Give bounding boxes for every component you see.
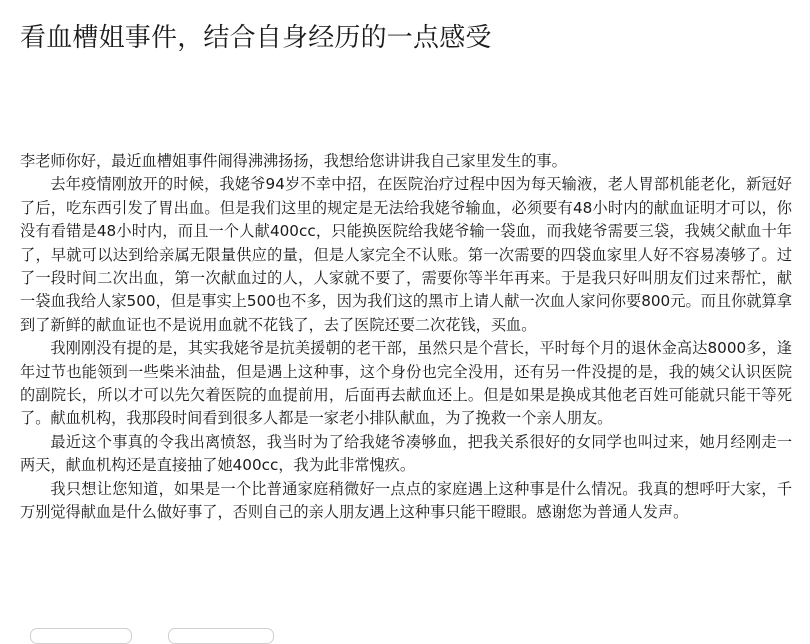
article-paragraph: 我刚刚没有提的是，其实我姥爷是抗美援朝的老干部，虽然只是个营长，平时每个月的退休金高达8000多，逢年过节也能领到一些柴米油盐，但是遇上这种事，这个身份也完全没用，还有另一件没提的是，我的姨父认识医院的副院长，所以才可以先欠着医院的血提前用，后面再去献血还上。但是如果是换成其他老百姓可能就只能干等死了。献血机构，我那段时间看到很多人都是一家老小排队献血，为了挽救一个亲人朋友。 xyxy=(20,339,792,428)
article-paragraph: 李老师你好，最近血槽姐事件闹得沸沸扬扬，我想给您讲讲我自己家里发生的事。 xyxy=(20,152,567,170)
action-button-partial[interactable] xyxy=(168,628,274,644)
article-paragraph: 去年疫情刚放开的时候，我姥爷94岁不幸中招，在医院治疗过程中因为每天输液，老人胃部机能老化，新冠好了后，吃东西引发了胃出血。但是我们这里的规定是无法给我姥爷输血，必须要有48小时内的献血证明才可以，你没有看错是48小时内，而且一个人献400cc，只能换医院给我姥爷输一袋血，而我姥爷需要三袋，我姨父献血十年了，早就可以达到给亲属无限量供应的量，但是人家完全不认账。第一次需要的四袋血家里人好不容易凑够了。过了一段时间二次出血，第一次献血过的人，人家就不要了，需要你等半年再来。于是我只好叫朋友们过来帮忙，献一袋血我给人家500，但是事实上500也不多，因为我们这的黑市上请人献一次血人家问你要800元。而且你就算拿到了新鲜的献血证也不是说用血就不花钱了，去了医院还要二次花钱，买血。 xyxy=(20,175,792,334)
action-button-partial[interactable] xyxy=(30,628,132,644)
article-body xyxy=(20,150,792,525)
article-title: 看血槽姐事件，结合自身经历的一点感受 xyxy=(20,23,492,53)
article-paragraph: 最近这个事真的令我出离愤怒，我当时为了给我姥爷凑够血，把我关系很好的女同学也叫过来，她月经刚走一两天，献血机构还是直接抽了她400cc，我为此非常愧疚。 xyxy=(20,432,792,475)
article-paragraph: 我只想让您知道，如果是一个比普通家庭稍微好一点点的家庭遇上这种事是什么情况。我真的想呼吁大家，千万别觉得献血是什么做好事了，否则自己的亲人朋友遇上这种事只能干瞪眼。感谢您为普通人发声。 xyxy=(20,479,792,522)
